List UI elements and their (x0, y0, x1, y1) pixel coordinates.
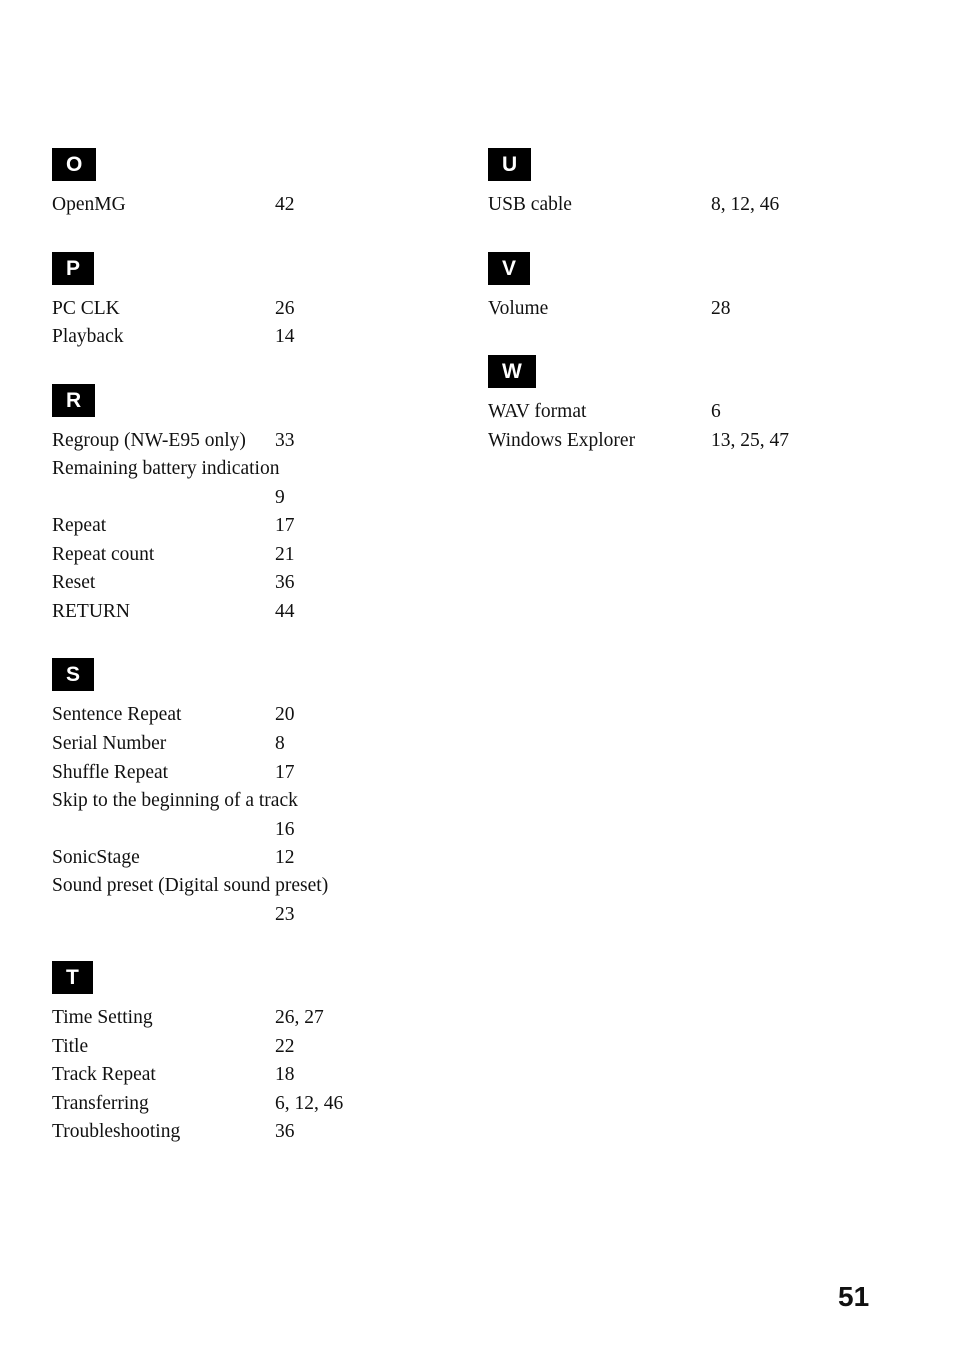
index-section-p (52, 252, 432, 352)
index-term: SonicStage (52, 846, 140, 868)
index-entry (52, 1090, 432, 1119)
index-pages: 8, 12, 46 (711, 194, 780, 215)
index-pages: 16 (275, 818, 295, 840)
index-term: Title (52, 1035, 89, 1057)
index-section-u (488, 148, 888, 220)
section-letter-badge: O (52, 148, 96, 181)
index-term: Troubleshooting (52, 1121, 181, 1143)
section-letter-badge: R (52, 384, 95, 417)
index-pages: 26 (275, 297, 295, 319)
index-column-left (52, 148, 432, 1179)
section-letter-badge: P (52, 252, 94, 285)
index-pages: 36 (275, 572, 295, 594)
index-term: PC CLK (52, 297, 120, 319)
index-section-v (488, 252, 888, 324)
index-term: USB cable (488, 194, 572, 215)
index-section-s (52, 658, 432, 929)
index-term: Shuffle Repeat (52, 761, 169, 783)
index-entry (52, 455, 432, 512)
index-entry (52, 512, 432, 541)
index-term: Time Setting (52, 1006, 153, 1028)
index-pages: 21 (275, 543, 295, 565)
page-number: 51 (838, 1281, 870, 1312)
index-section-t (52, 961, 432, 1147)
index-term: OpenMG (52, 194, 126, 215)
index-entry (488, 191, 888, 220)
section-letter-badge: W (488, 355, 536, 388)
index-entry (52, 1033, 432, 1062)
index-pages: 28 (711, 297, 731, 319)
index-entry (488, 295, 888, 324)
index-term: Skip to the beginning of a track (52, 790, 298, 812)
index-term: Serial Number (52, 732, 167, 754)
index-pages: 8 (275, 732, 285, 754)
index-term: Repeat count (52, 543, 155, 565)
index-term: Playback (52, 326, 124, 348)
index-pages: 26, 27 (275, 1006, 324, 1028)
index-term: Sound preset (Digital sound preset) (52, 875, 329, 897)
index-pages: 23 (275, 903, 295, 925)
index-term: WAV format (488, 401, 587, 423)
index-entry (52, 323, 432, 352)
index-entry (52, 701, 432, 730)
index-term: Windows Explorer (488, 429, 636, 451)
index-pages: 6, 12, 46 (275, 1092, 344, 1114)
index-entry (52, 295, 432, 324)
index-entry (52, 191, 432, 220)
index-pages: 6 (711, 401, 721, 423)
index-pages: 44 (275, 600, 295, 622)
index-section-r (52, 384, 432, 627)
index-term: RETURN (52, 600, 130, 622)
index-entry (52, 1004, 432, 1033)
index-term: Track Repeat (52, 1064, 156, 1086)
index-entry (52, 787, 432, 844)
section-letter-badge: T (52, 961, 93, 994)
index-entry (52, 730, 432, 759)
index-section-w (488, 355, 888, 455)
index-entry (52, 598, 432, 627)
index-entry (52, 872, 432, 929)
index-term: Sentence Repeat (52, 704, 182, 726)
index-entry (52, 541, 432, 570)
index-term: Transferring (52, 1092, 149, 1114)
index-term: Regroup (NW-E95 only) (52, 429, 246, 451)
index-pages: 36 (275, 1121, 295, 1143)
index-pages: 17 (275, 761, 295, 783)
index-entry (52, 427, 432, 456)
index-pages: 20 (275, 704, 295, 726)
index-term: Volume (488, 297, 549, 319)
index-entry (52, 759, 432, 788)
index-pages: 22 (275, 1035, 295, 1057)
section-letter-badge: S (52, 658, 94, 691)
index-pages: 33 (275, 429, 295, 451)
index-entry (52, 1061, 432, 1090)
index-column-right (488, 148, 888, 487)
index-term: Repeat (52, 514, 107, 536)
index-entry (52, 1118, 432, 1147)
index-entry (52, 844, 432, 873)
index-pages: 12 (275, 846, 295, 868)
index-term: Remaining battery indication (52, 458, 280, 480)
index-pages: 18 (275, 1064, 295, 1086)
index-pages: 17 (275, 514, 295, 536)
section-letter-badge: U (488, 148, 531, 181)
index-pages: 42 (275, 194, 295, 215)
index-pages: 13, 25, 47 (711, 429, 789, 451)
index-entry (488, 427, 888, 456)
section-letter-badge: V (488, 252, 530, 285)
index-term: Reset (52, 572, 96, 594)
index-entry (52, 569, 432, 598)
index-entry (488, 398, 888, 427)
index-section-o (52, 148, 432, 220)
index-pages: 9 (275, 486, 285, 508)
index-pages: 14 (275, 326, 295, 348)
